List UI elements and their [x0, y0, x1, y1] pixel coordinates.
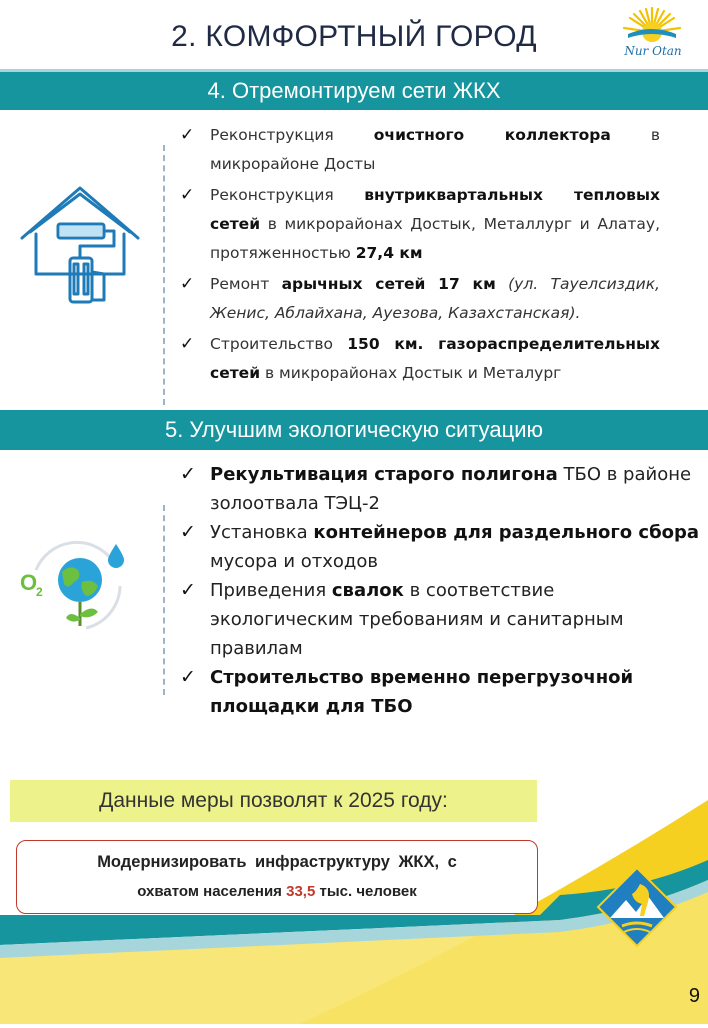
list-item: ✓ Реконструкция очистного коллектора в микрорайоне Досты	[180, 121, 660, 179]
list-item: ✓ Строительство 150 км. газораспределительных сетей в микрорайонах Достык и Металург	[180, 330, 660, 388]
checkmark-icon: ✓	[180, 334, 195, 354]
population-value: 33,5	[286, 883, 316, 900]
logo-text: Nur Otan	[624, 44, 682, 58]
checkmark-icon: ✓	[180, 521, 196, 543]
party-logo	[612, 2, 692, 66]
section4-divider	[163, 145, 165, 405]
list-item: ✓ Приведения свалок в соответствие экологическим требованиям и санитарным правилам	[180, 576, 700, 663]
checkmark-icon: ✓	[180, 125, 195, 145]
summary-banner: Данные меры позволят к 2025 году:	[10, 780, 537, 822]
page-number: 9	[688, 985, 700, 1007]
list-item: ✓ Реконструкция внутриквартальных тепловых сетей в микрорайонах Достык, Металлург и Алатау, протяженностью 27,4 км	[180, 181, 660, 268]
list-item: ✓ Рекультивация старого полигона ТБО в районе золоотвала ТЭЦ-2	[180, 460, 700, 518]
checkmark-icon: ✓	[180, 666, 196, 688]
result-line1: Модернизировать инфраструктуру ЖКХ, с	[97, 853, 457, 871]
section4-heading: 4. Отремонтируем сети ЖКХ	[0, 72, 708, 110]
checkmark-icon: ✓	[180, 274, 195, 294]
checkmark-icon: ✓	[180, 185, 195, 205]
section5-list	[180, 460, 700, 721]
result-box	[16, 840, 538, 914]
checkmark-icon: ✓	[180, 579, 196, 601]
house-paint-roller-icon	[18, 182, 142, 312]
svg-text:2: 2	[36, 585, 43, 599]
city-emblem-icon	[596, 866, 678, 948]
city-emblem	[596, 866, 678, 948]
list-item: ✓ Ремонт арычных сетей 17 км (ул. Тауелсиздик, Женис, Аблайхана, Ауезова, Казахстанская).	[180, 270, 660, 328]
svg-text:O: O	[20, 570, 38, 595]
section5-heading: 5. Улучшим экологическую ситуацию	[0, 410, 708, 450]
section4-icon	[18, 182, 142, 312]
page-title: 2. КОМФОРТНЫЙ ГОРОД	[171, 20, 537, 53]
section5-icon	[16, 530, 132, 642]
eco-globe-o2-icon	[16, 530, 132, 642]
section4-list	[180, 121, 660, 390]
checkmark-icon: ✓	[180, 463, 196, 485]
list-item: ✓ Строительство временно перегрузочной площадки для ТБО	[180, 663, 700, 721]
result-line2: охватом населения 33,5 тыс. человек	[137, 883, 417, 900]
section5-divider	[163, 505, 165, 695]
list-item: ✓ Установка контейнеров для раздельного сбора мусора и отходов	[180, 518, 700, 576]
